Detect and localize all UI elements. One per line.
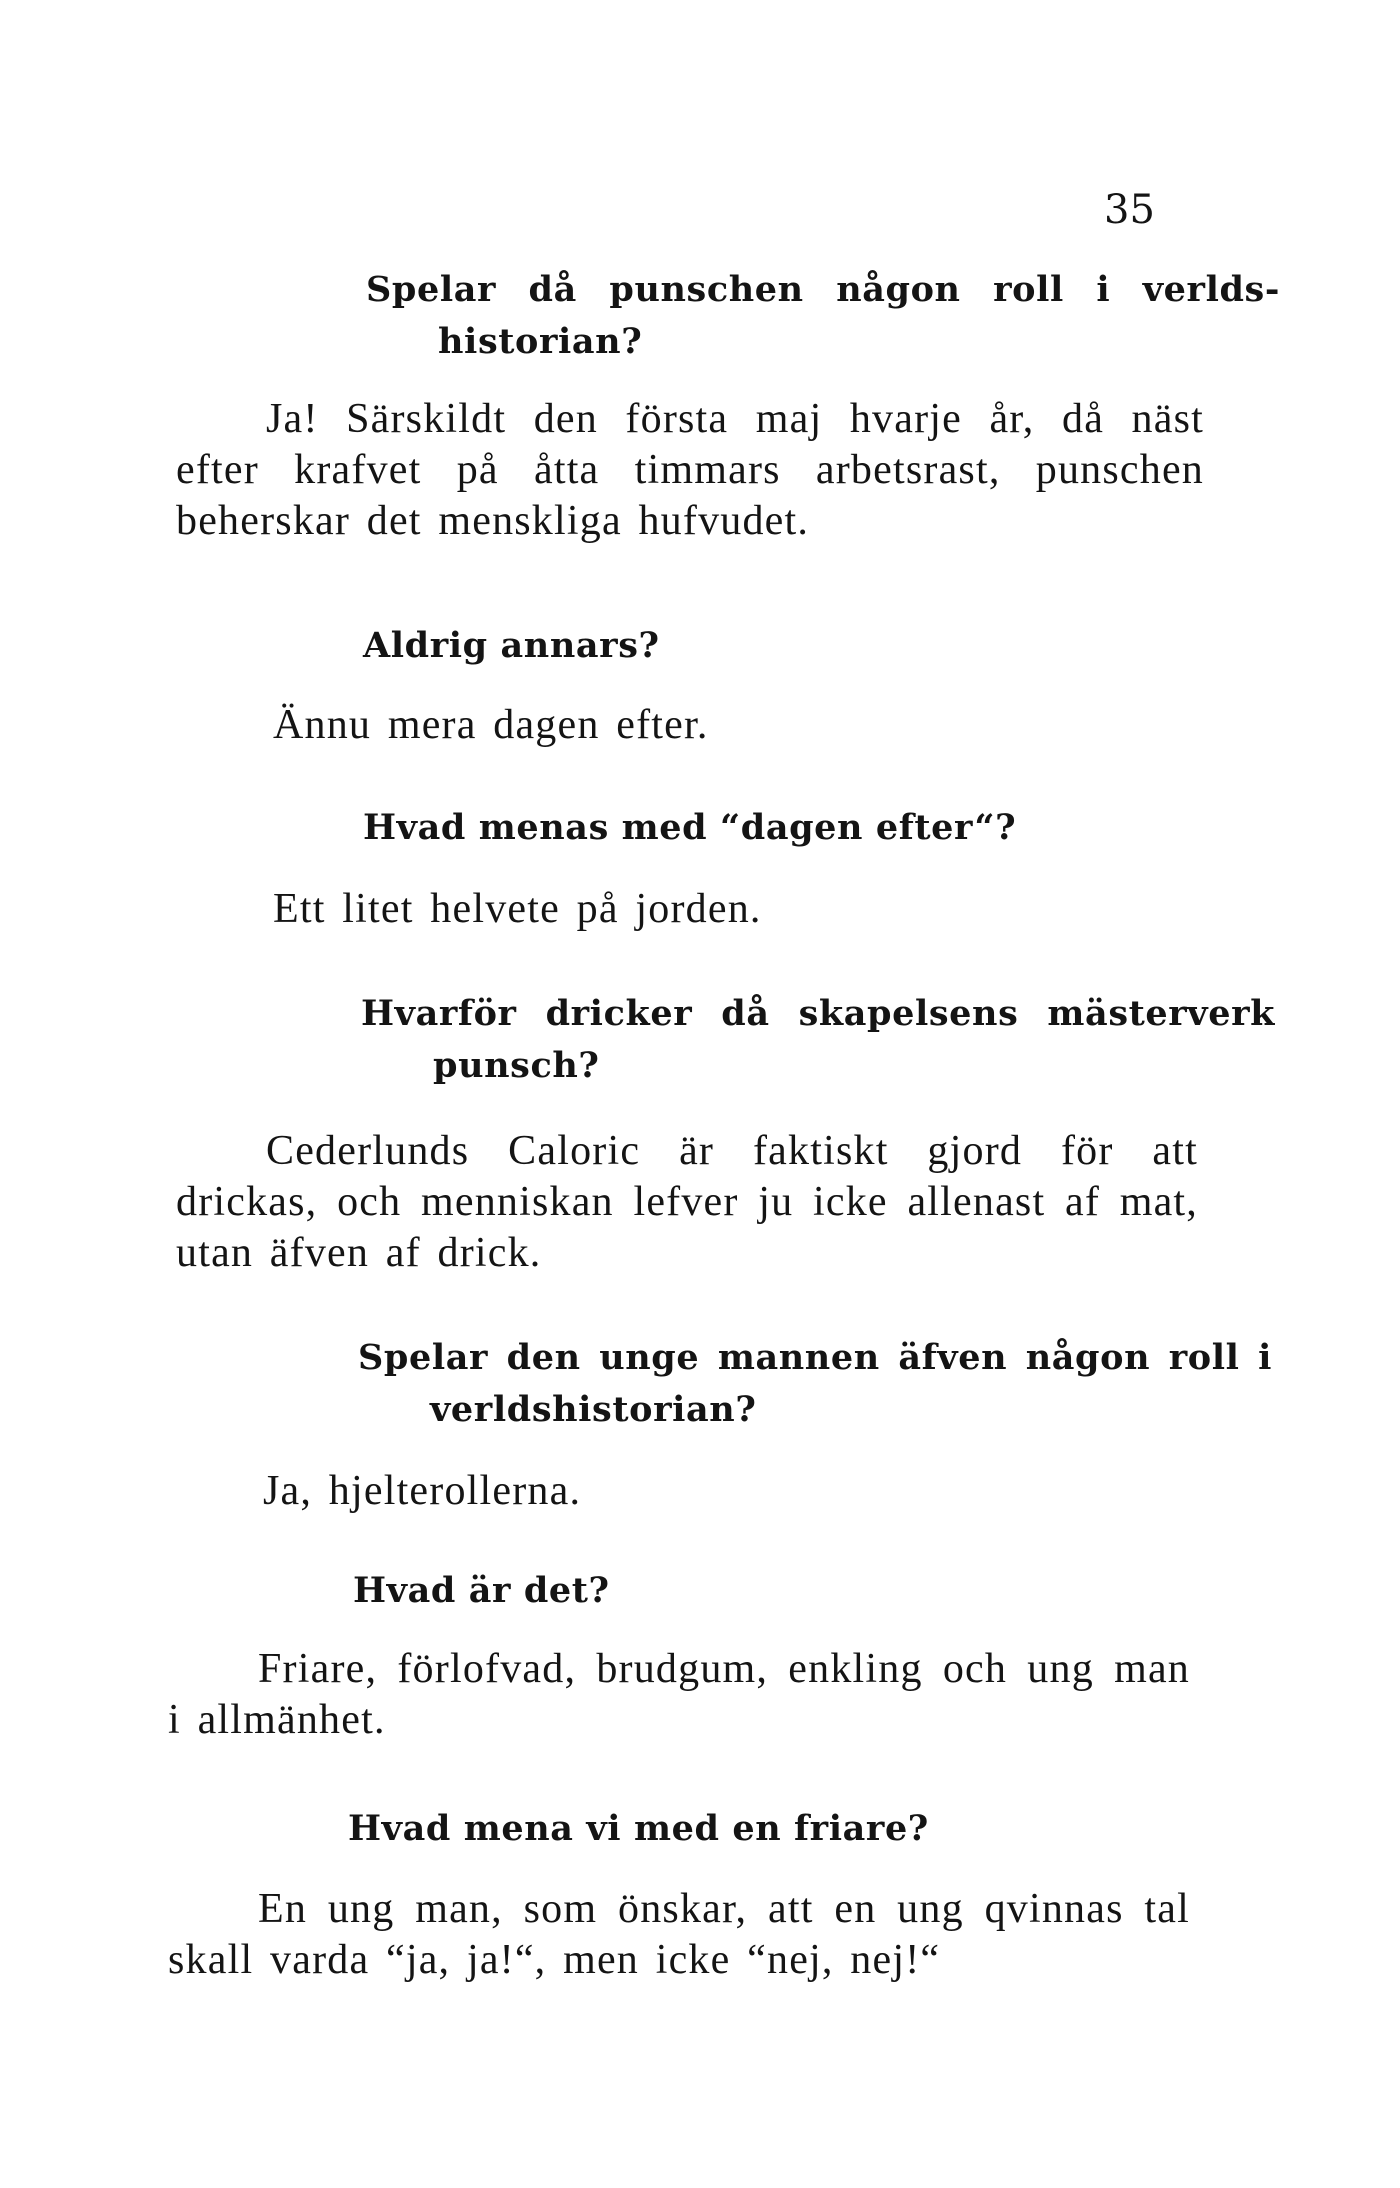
question-3: Hvad menas med “dagen efter“? — [363, 807, 1017, 848]
question-2: Aldrig annars? — [363, 625, 660, 666]
question-7: Hvad mena vi med en friare? — [348, 1808, 929, 1849]
question-6: Hvad är det? — [353, 1570, 610, 1611]
answer-7: En ung man, som önskar, att en ung qvinnas tal skall varda “ja, ja!“, men icke “nej, nej!“ — [168, 1886, 1190, 1983]
question-1: Spelar då punschen någon roll i verlds-historian? — [366, 269, 1280, 362]
answer-2: Ännu mera dagen efter. — [273, 702, 709, 748]
answer-6: Friare, förlofvad, brudgum, enkling och ung man i allmänhet. — [168, 1646, 1190, 1743]
answer-3: Ett litet helvete på jorden. — [273, 886, 762, 932]
question-4: Hvarför dricker då skapelsens mästerverk punsch? — [361, 993, 1275, 1086]
page-number: 35 — [1104, 187, 1155, 233]
answer-5: Ja, hjelterollerna. — [263, 1468, 582, 1514]
answer-1: Ja! Särskildt den första maj hvarje år, då näst efter krafvet på åtta timmars arbetsrast, punschen beherskar det menskliga hufvudet. — [176, 396, 1204, 544]
question-5: Spelar den unge mannen äfven någon roll i verldshistorian? — [358, 1337, 1272, 1430]
answer-4: Cederlunds Caloric är faktiskt gjord för att drickas, och menniskan lefver ju icke allenast af mat, utan äfven af drick. — [176, 1128, 1198, 1276]
